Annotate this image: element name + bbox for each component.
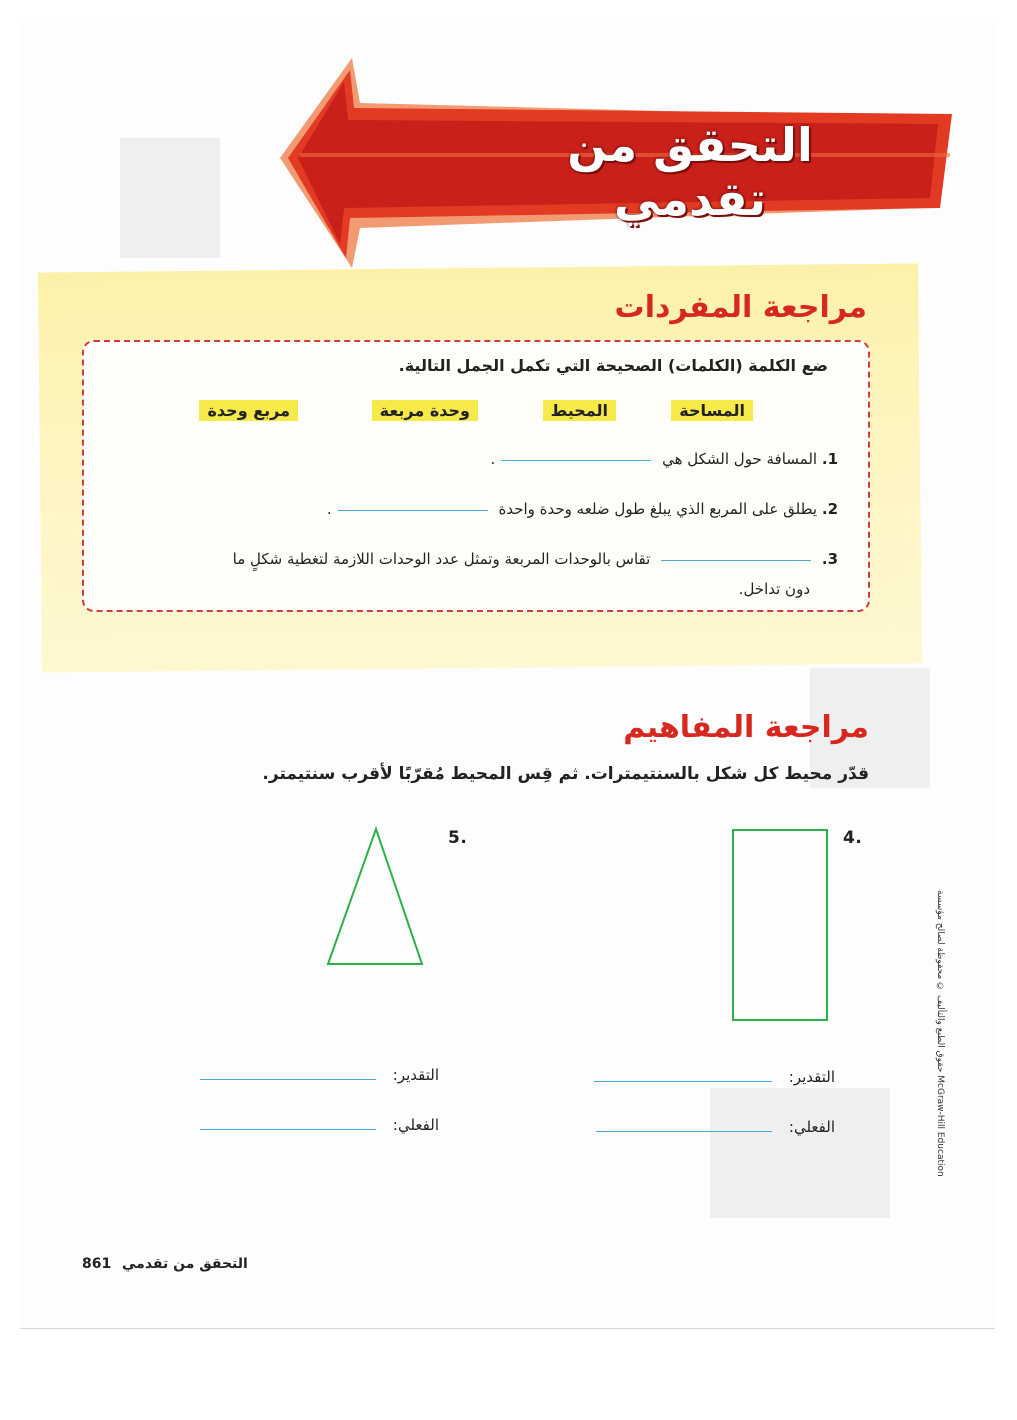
rectangle-shape (730, 828, 830, 1024)
footer-section: التحقق من تقدمي (122, 1256, 248, 1272)
actual-label-5: الفعلي: (392, 1116, 439, 1134)
concepts-title: مراجعة المفاهيم (623, 710, 869, 745)
estimate-blank-5[interactable] (200, 1078, 376, 1080)
estimate-blank-4[interactable] (594, 1080, 772, 1082)
page-number: 861 (82, 1256, 112, 1272)
question-1 (491, 450, 838, 468)
question-end: . (326, 500, 332, 518)
question-end: . (490, 450, 496, 468)
estimate-label-4: التقدير: (788, 1068, 835, 1086)
vocab-title: مراجعة المفردات (614, 290, 867, 325)
copyright-credit: حقوق الطبع والتأليف © محفوظة لصالح مؤسسة McGraw-Hill Education (935, 890, 945, 1177)
answer-blank[interactable] (661, 559, 811, 561)
term-perimeter: المحيط (543, 400, 616, 421)
page-title: التحقق من تقدمي (567, 118, 813, 226)
term-square-unit: وحدة مربعة (372, 400, 478, 421)
triangle-shape (324, 826, 428, 968)
answer-blank[interactable] (338, 509, 488, 511)
item-4-number: .4 (843, 828, 863, 848)
term-unit-square: مربع وحدة (199, 400, 298, 421)
ghost-mark (120, 138, 220, 258)
estimate-label-5: التقدير: (392, 1066, 439, 1084)
question-text: يطلق على المربع الذي يبلغ طول ضلعه وحدة واحدة (498, 500, 818, 518)
actual-blank-5[interactable] (200, 1128, 376, 1130)
question-text: تقاس بالوحدات المربعة وتمثل عدد الوحدات اللازمة لتغطية شكلٍ ما (232, 550, 651, 568)
vocab-box (82, 340, 870, 612)
question-text: المسافة حول الشكل هي (662, 450, 818, 468)
question-number: 1. (821, 450, 838, 468)
question-number: 2. (821, 500, 838, 518)
question-3-continuation: دون تداخل. (738, 580, 810, 598)
concepts-instruction: قدّر محيط كل شكل بالسنتيمترات. ثم قِس المحيط مُقرّبًا لأقرب سنتيمتر. (262, 764, 869, 784)
question-number: 3. (821, 550, 838, 568)
term-area: المساحة (671, 400, 753, 421)
item-5-number: .5 (448, 828, 468, 848)
vocab-instruction: ضع الكلمة (الكلمات) الصحيحة التي تكمل الجمل التالية. (398, 356, 828, 375)
answer-blank[interactable] (501, 459, 651, 461)
actual-label-4: الفعلي: (788, 1118, 835, 1136)
question-2 (327, 500, 838, 518)
actual-blank-4[interactable] (596, 1130, 772, 1132)
question-3 (233, 550, 838, 568)
ghost-mark (710, 1088, 890, 1218)
